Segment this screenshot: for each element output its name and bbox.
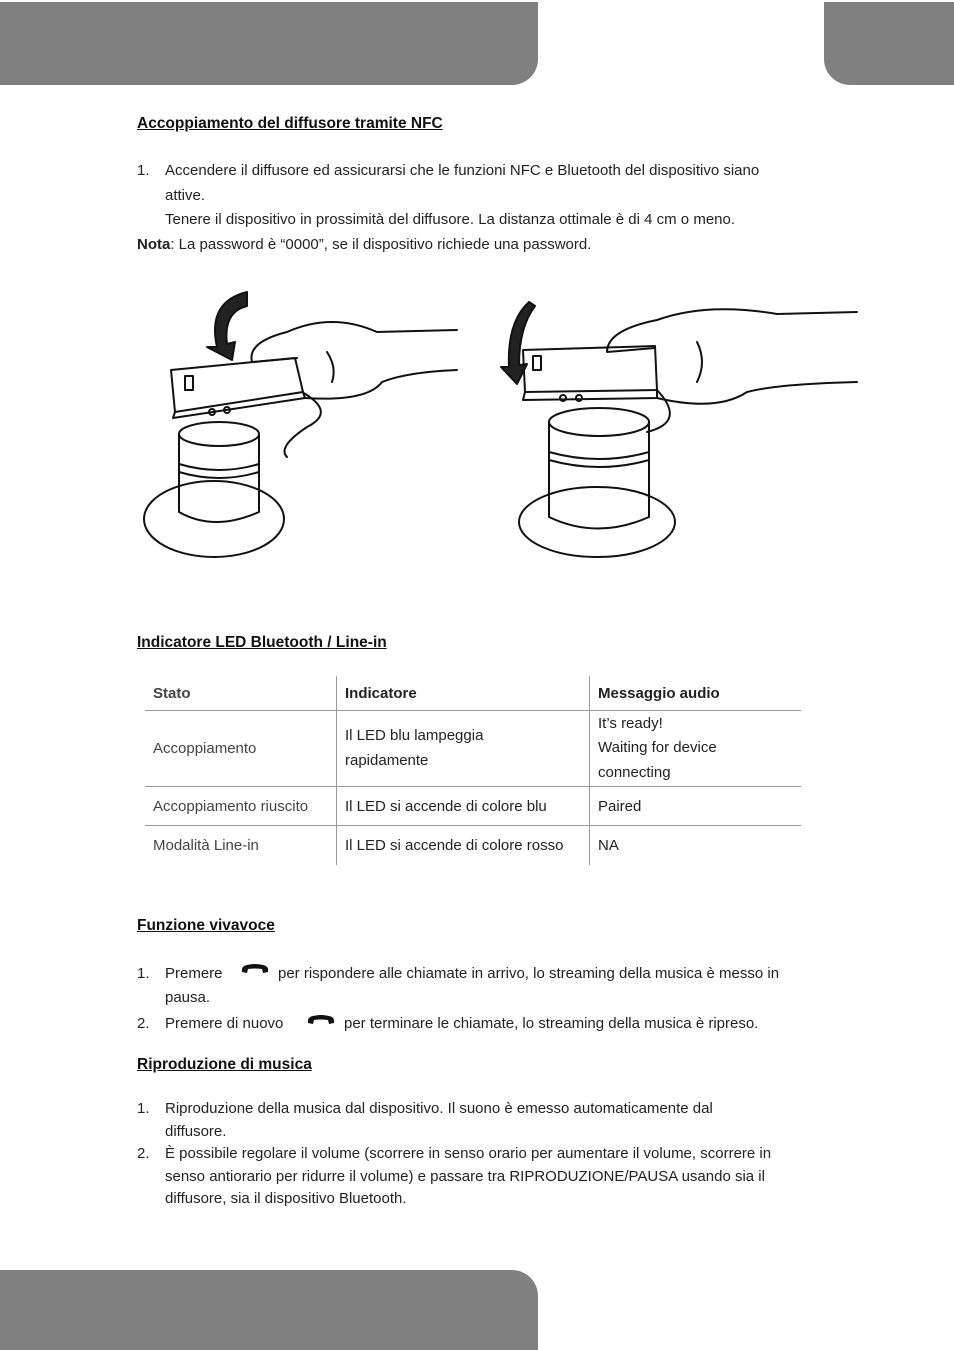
list-number: 1. xyxy=(137,965,150,982)
text-fragment: per terminare le chiamate, lo streaming della musica è ripreso. xyxy=(344,1015,759,1032)
column-header-messaggio: Messaggio audio xyxy=(590,676,802,711)
musica-step-1 xyxy=(165,1098,713,1143)
musica-heading: Riproduzione di musica xyxy=(137,1056,312,1073)
text-fragment: Premere di nuovo xyxy=(165,1015,284,1032)
cell-messaggio: NA xyxy=(590,826,802,865)
header-band-left xyxy=(0,2,538,85)
header-band-right xyxy=(824,2,954,85)
column-header-indicatore: Indicatore xyxy=(337,676,590,711)
cell-indicatore: Il LED si accende di colore blu xyxy=(337,787,590,826)
list-number: 2. xyxy=(137,1145,150,1162)
phone-left-drawing xyxy=(171,358,305,418)
vivavoce-step-2 xyxy=(165,1012,283,1037)
list-number: 2. xyxy=(137,1015,150,1032)
vivavoce-heading: Funzione vivavoce xyxy=(137,917,275,934)
table-row xyxy=(145,711,801,787)
footer-band xyxy=(0,1270,538,1350)
phone-handset-icon xyxy=(240,963,270,975)
text-line: diffusore, sia il dispositivo Bluetooth. xyxy=(165,1190,407,1207)
phone-right-drawing xyxy=(523,346,657,401)
vivavoce-step-1 xyxy=(165,962,223,987)
cell-stato: Accoppiamento riuscito xyxy=(145,787,337,826)
text-line: Accendere il diffusore ed assicurarsi che le funzioni NFC e Bluetooth del dispositivo siano xyxy=(165,162,760,179)
phone-handset-icon xyxy=(306,1014,336,1026)
text-line: senso antiorario per ridurre il volume) e passare tra RIPRODUZIONE/PAUSA usando sia il xyxy=(165,1167,765,1185)
text-fragment: per rispondere alle chiamate in arrivo, lo streaming della musica è messo in xyxy=(278,965,780,982)
cell-messaggio: Paired xyxy=(590,787,802,826)
table-row xyxy=(145,787,801,826)
cell-line: Il LED blu lampeggia xyxy=(345,727,484,744)
speaker-left-drawing xyxy=(144,422,284,557)
vivavoce-step-2-rest xyxy=(344,1012,758,1037)
rotate-arrow-left-icon xyxy=(207,292,247,360)
cell-line: rapidamente xyxy=(345,751,429,769)
table-row xyxy=(145,826,801,865)
text-line: attive. xyxy=(165,186,206,204)
text-line: Riproduzione della musica dal dispositivo. Il suono è emesso automaticamente dal xyxy=(165,1100,713,1117)
nfc-pairing-illustration xyxy=(137,272,877,577)
cell-stato: Modalità Line-in xyxy=(153,836,259,854)
list-number: 1. xyxy=(137,1100,150,1117)
led-status-table xyxy=(145,676,801,865)
nfc-note xyxy=(137,233,591,258)
cell-messaggio xyxy=(590,711,802,787)
text-line: È possibile regolare il volume (scorrere in senso orario per aumentare il volume, scorrere in xyxy=(165,1145,772,1162)
cell-line: connecting xyxy=(598,763,671,781)
musica-step-2 xyxy=(165,1143,771,1211)
nfc-heading: Accoppiamento del diffusore tramite NFC xyxy=(137,115,443,132)
vivavoce-step-1-rest xyxy=(278,962,779,987)
table-header-row xyxy=(145,676,801,711)
cell-indicatore: Il LED si accende di colore rosso xyxy=(337,826,590,865)
cell-line: Waiting for device xyxy=(598,739,717,757)
nfc-step-1 xyxy=(165,159,759,233)
led-heading: Indicatore LED Bluetooth / Line-in xyxy=(137,634,387,651)
column-header-stato: Stato xyxy=(145,676,337,711)
note-label: Nota xyxy=(137,236,171,253)
cell-stato: Accoppiamento xyxy=(145,711,337,787)
text-line: diffusore. xyxy=(165,1122,227,1140)
note-text: : La password è “0000”, se il dispositivo richiede una password. xyxy=(170,236,592,253)
vivavoce-step-1-cont: pausa. xyxy=(165,989,211,1006)
cell-line: It’s ready! xyxy=(598,714,663,732)
text-fragment: Premere xyxy=(165,965,223,982)
list-number: 1. xyxy=(137,162,150,179)
cell-indicatore xyxy=(337,711,590,787)
text-line: Tenere il dispositivo in prossimità del diffusore. La distanza ottimale è di 4 cm o meno. xyxy=(165,211,736,228)
